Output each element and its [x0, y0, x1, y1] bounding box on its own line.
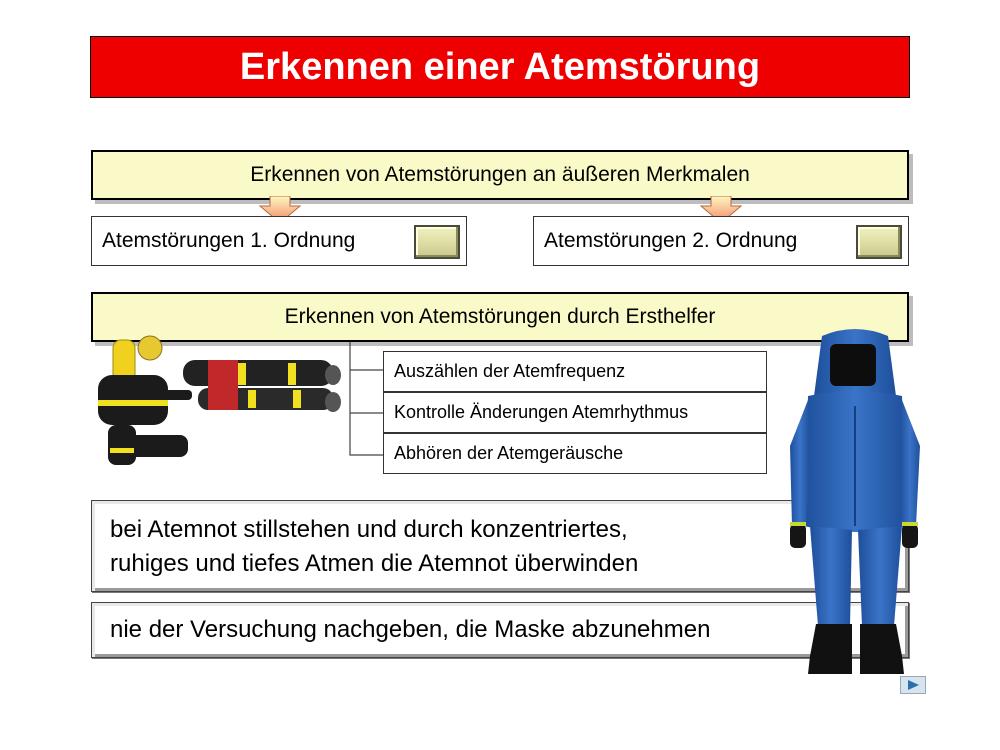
page-title-text: Erkennen einer Atemstörung: [239, 45, 761, 88]
section-header-external-label: Erkennen von Atemstörungen an äußeren Merkmalen: [250, 163, 750, 186]
section-header-external-features: [91, 150, 909, 200]
list-item: [383, 392, 767, 433]
list-item-label: Abhören der Atemgeräusche: [394, 443, 624, 463]
section-header-helper-label: Erkennen von Atemstörungen durch Ersthelfer: [284, 305, 716, 328]
order-first-button[interactable]: [414, 225, 460, 259]
next-slide-button[interactable]: [900, 676, 926, 694]
chemical-protection-suit-illustration: [780, 326, 930, 682]
play-next-icon: [906, 679, 920, 691]
order-label-first: Atemstörungen 1. Ordnung: [102, 229, 356, 252]
tip-line: ruhiges und tiefes Atmen die Atemnot überwinden: [110, 550, 639, 577]
order-second-button[interactable]: [856, 225, 902, 259]
order-box-second: [533, 216, 909, 266]
list-item-label: Auszählen der Atemfrequenz: [394, 361, 626, 381]
tip-line: nie der Versuchung nachgeben, die Maske abzunehmen: [110, 616, 711, 643]
order-box-first: [91, 216, 467, 266]
firefighter-rescue-illustration: [88, 330, 348, 480]
page-title: [90, 36, 910, 98]
list-item-label: Kontrolle Änderungen Atemrhythmus: [394, 402, 689, 422]
tip-line: bei Atemnot stillstehen und durch konzentriertes,: [110, 516, 628, 543]
list-item: [383, 433, 767, 474]
list-item: [383, 351, 767, 392]
order-label-second: Atemstörungen 2. Ordnung: [544, 229, 798, 252]
